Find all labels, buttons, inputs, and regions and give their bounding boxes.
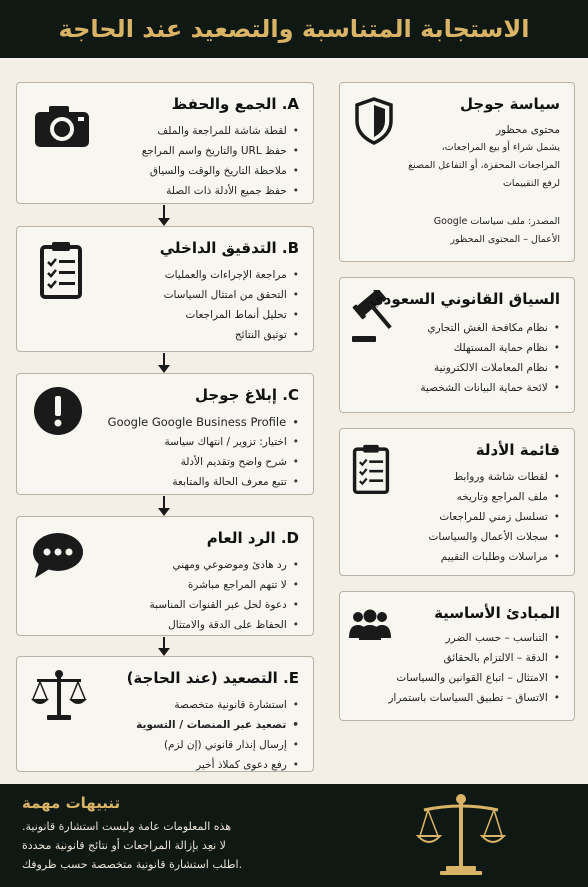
google-policy-card: [339, 82, 575, 262]
step-title: D. الرد العام: [206, 529, 299, 547]
bullet-item: • لا تتهم المراجع مباشرة: [149, 575, 299, 595]
exclamation-icon: [33, 386, 83, 440]
card-title: السياق القانوني السعودي: [369, 290, 560, 308]
bullet-item: • تحليل أنماط المراجعات: [164, 305, 299, 325]
bullet-item: • ملف المراجع وتاريخه: [429, 487, 560, 507]
bullet-item: • إرسال إنذار قانوني (إن لزم): [136, 735, 299, 755]
scales-icon: [416, 790, 506, 884]
page-header: [0, 0, 588, 58]
bullet-item: • التناسب – حسب الضرر: [388, 628, 560, 648]
bullet-item: • لقطات شاشة وروابط: [429, 467, 560, 487]
bullet-item: • حفظ جميع الأدلة ذات الصلة: [142, 181, 299, 201]
saudi-legal-card: [339, 277, 575, 413]
group-icon: [348, 608, 392, 646]
camera-icon: [33, 103, 91, 153]
bullet-item: • سجلات الأعمال والسياسات: [429, 527, 560, 547]
bullet-item: • نظام المعاملات الالكترونية: [420, 358, 560, 378]
step-bullets: [108, 412, 299, 492]
flow-arrow: [158, 637, 170, 656]
source-line: الأعمال – المحتوى المحظور: [450, 234, 560, 245]
step-card-a: [16, 82, 314, 204]
bullet-item: • تسلسل زمني للمراجعات: [429, 507, 560, 527]
card-title: سياسة جوجل: [460, 95, 560, 113]
bullet-item: • رد هادئ وموضوعي ومهني: [149, 555, 299, 575]
bullet-item: • تصعيد عبر المنصات / التسوية: [136, 715, 299, 735]
policy-source: [350, 213, 560, 249]
bullet-item: • لائحة حماية البيانات الشخصية: [420, 378, 560, 398]
clipboard-checklist-icon: [39, 241, 83, 303]
principles-list: [388, 628, 560, 708]
bullet-item: • الحفاظ على الدقة والامتثال: [149, 615, 299, 635]
bullet-item: • نظام مكافحة الغش التجاري: [420, 318, 560, 338]
scales-icon: [29, 669, 89, 727]
policy-line: محتوى محظور: [495, 124, 560, 136]
page-title: الاستجابة المتناسبة والتصعيد عند الحاجة: [58, 15, 530, 43]
bullet-item: • استشارة قانونية متخصصة: [136, 695, 299, 715]
step-title: A. الجمع والحفظ: [171, 95, 299, 113]
bullet-item: • مراجعة الإجراءات والعمليات: [164, 265, 299, 285]
step-card-e: [16, 656, 314, 772]
flow-arrow: [158, 205, 170, 226]
step-bullets: [136, 695, 299, 775]
step-bullets: [149, 555, 299, 635]
bullet-item: • دعوة لحل عبر القنوات المناسبة: [149, 595, 299, 615]
evidence-card: [339, 428, 575, 576]
bullet-item: • الدقة – الالتزام بالحقائق: [388, 648, 560, 668]
bullet-item: • الاتساق – تطبيق السياسات باستمرار: [388, 688, 560, 708]
bullet-item: • مراسلات وطلبات التقييم: [429, 547, 560, 567]
footer-notice: [0, 784, 588, 887]
bullet-item: • ملاحظة التاريخ والوقت والسياق: [142, 161, 299, 181]
bullet-item: • التحقق من امتثال السياسات: [164, 285, 299, 305]
footer-line: هذه المعلومات عامة وليست استشارة قانونية.: [22, 820, 232, 833]
step-card-d: [16, 516, 314, 636]
step-title: B. التدقيق الداخلي: [159, 239, 299, 257]
clipboard-checklist-icon: [352, 443, 390, 499]
card-title: المبادئ الأساسية: [434, 604, 560, 622]
card-title: قائمة الأدلة: [475, 441, 560, 459]
legal-list: [420, 318, 560, 398]
footer-line: لا نعِد بإزالة المراجعات أو نتائج قانونية محددة: [22, 839, 226, 852]
flow-arrow: [158, 496, 170, 516]
step-bullets: [164, 265, 299, 345]
bullet-item: • رفع دعوى كملاذ أخير: [136, 755, 299, 775]
policy-line: المراجعات المحفزة، أو التفاعل المصنع: [408, 160, 560, 171]
footer-line: .اطلب استشارة قانونية متخصصة حسب ظروفك: [22, 858, 243, 871]
step-card-b: [16, 226, 314, 352]
source-line: المصدر: ملف سياسات Google: [433, 216, 560, 227]
speech-bubble-icon: [31, 531, 85, 583]
bullet-item: • الامتثال – اتباع القوانين والسياسات: [388, 668, 560, 688]
policy-text: [350, 121, 560, 193]
step-card-c: [16, 373, 314, 495]
bullet-item: • حفظ URL والتاريخ واسم المراجع: [142, 141, 299, 161]
flow-arrow: [158, 353, 170, 373]
step-title: E. التصعيد (عند الحاجة): [126, 669, 299, 687]
bullet-item: • اختيار: تزوير / انتهاك سياسة: [108, 432, 299, 452]
bullet-item: • تتبع معرف الحالة والمتابعة: [108, 472, 299, 492]
bullet-item: • لقطة شاشة للمراجعة والملف: [142, 121, 299, 141]
policy-line: لرفع التقييمات: [502, 178, 560, 189]
bullet-item: • توثيق النتائج: [164, 325, 299, 345]
evidence-list: [429, 467, 560, 567]
step-title: C. إبلاغ جوجل: [195, 386, 299, 404]
bullet-item: • Google Google Business Profile: [108, 412, 299, 432]
step-bullets: [142, 121, 299, 201]
bullet-item: • نظام حماية المستهلك: [420, 338, 560, 358]
bullet-item: • شرح واضح وتقديم الأدلة: [108, 452, 299, 472]
principles-card: [339, 591, 575, 721]
footer-title: تنبيهات مهمة: [22, 794, 121, 812]
policy-line: يشمل شراء أو بيع المراجعات،: [441, 142, 560, 153]
